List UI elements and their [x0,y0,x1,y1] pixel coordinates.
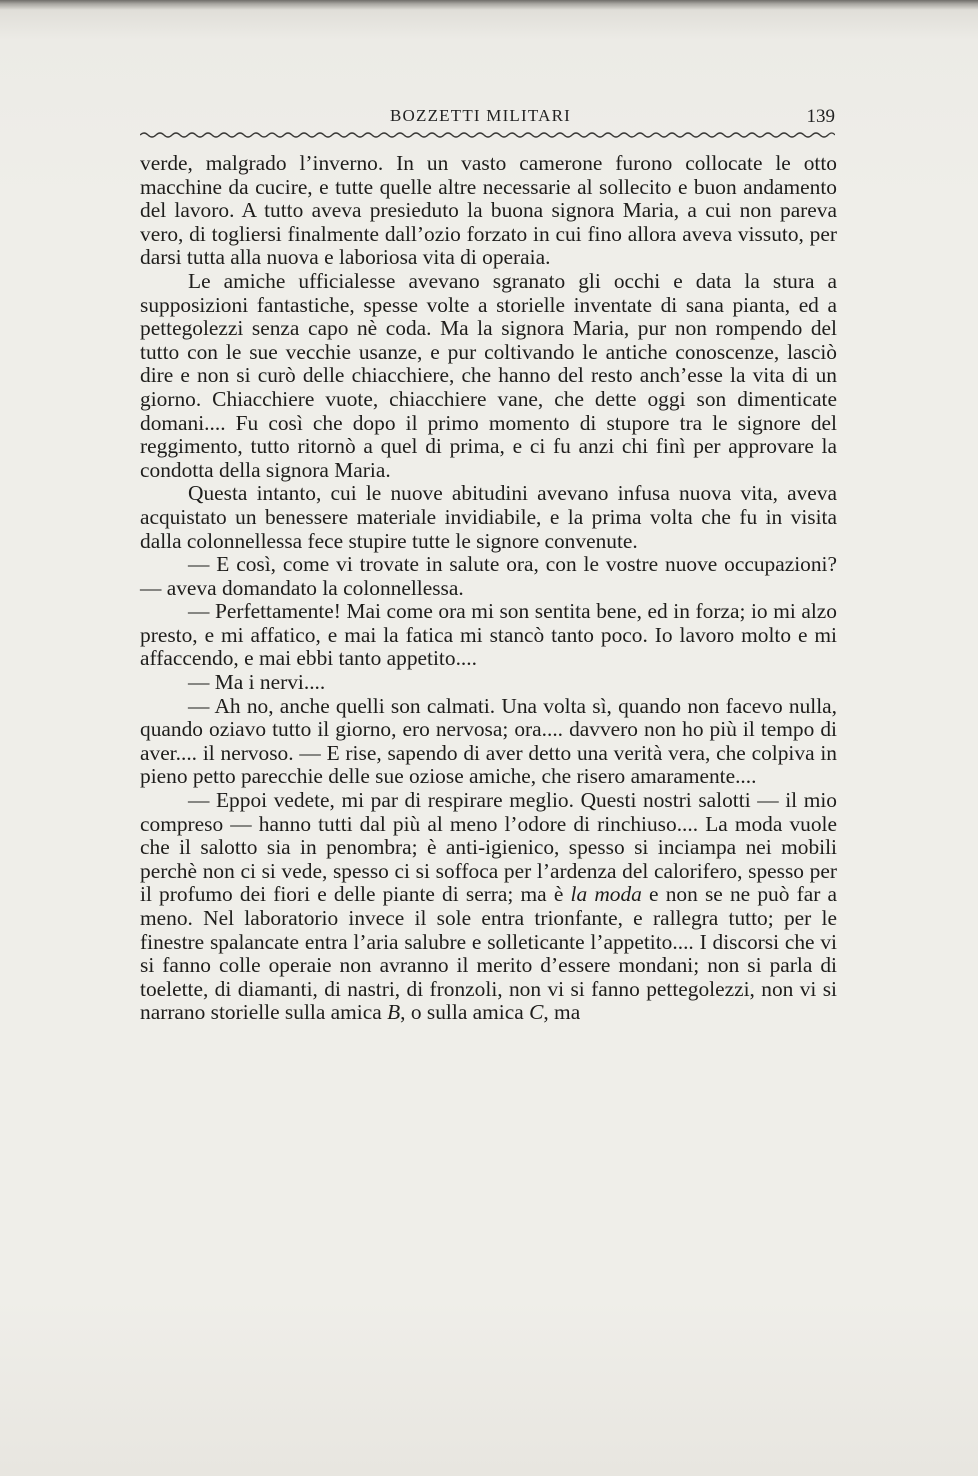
paragraph-6: — Ma i nervi.... [188,670,326,695]
italic-la-moda: la moda [570,882,642,907]
decorative-wavy-rule [140,131,835,139]
paragraph-7: — Ah no, anche quelli son calmati. Una volta sì, quando non facevo nulla, quando oziavo tutto il giorno, ero nervosa; ora.... davvero non ho più il tempo di aver.... il nervoso. — E rise, sapendo di aver detto una verità vera, che colpiva in pieno petto parecchie delle sue oziose amiche, che risero amaramente.... [140,693,837,789]
paragraph-8 [140,789,837,1025]
scan-top-edge [0,0,978,10]
paragraph-1: verde, malgrado l’inverno. In un vasto camerone furono collocate le otto macchine da cucire, e tutte quelle altre necessarie al sollecito e buon andamento del lavoro. A tutto aveva presieduto la buona signora Maria, a cui non pareva vero, di togliersi finalmente dall’ozio forzato in cui fino allora aveva vissuto, per darsi tutta alla nuova e laboriosa vita di operaia. [140,151,837,270]
paragraph-4: — E così, come vi trovate in salute ora, con le vostre nuove occupazioni? — aveva domandato la colonnellessa. [140,552,837,600]
paragraph-8-part-a: — Eppoi vedete, mi par di respirare meglio. Questi nostri salotti — il mio compreso — hanno tutti dal più al meno l’odore di rinchiuso.... La moda vuole che il salotto sia in penombra; è anti-igienico, spesso si inciampa nei mobili perchè non ci si vede, spesso ci si soffoca per l’ardenza del calorifero, spesso per il profumo dei fiori e delle piante di serra; ma è [140,788,837,907]
paragraph-3: Questa intanto, cui le nuove abitudini avevano infusa nuova vita, aveva acquistato un benessere materiale invidiabile, e la prima volta che fu in visita dalla colonnellessa fece stupire tutte le signore convenute. [140,481,837,553]
paragraph-8-part-d: , ma [543,1000,581,1025]
running-title: BOZZETTI MILITARI [390,106,571,125]
paragraph-5: — Perfettamente! Mai come ora mi son sentita bene, ed in forza; io mi alzo presto, e mi affatico, e mai la fatica mi stancò tanto poco. Io lavoro molto e mi affaccendo, e mai ebbi tanto appetito.... [140,599,837,671]
paragraph-8-part-b: e non se ne può far a meno. Nel laboratorio invece il sole entra trionfante, e rallegra tutto; per le finestre spalancate entra l’aria salubre e solleticante l’appetito.... I discorsi che vi si fanno colle operaie non avranno il merito d’essere mondani; non si parla di toelette, di diamanti, di nastri, di fronzoli, non vi si fanno pettegolezzi, non vi si narrano storielle sulla amica [140,882,837,1025]
page-number: 139 [806,106,835,127]
italic-amica-b: B [387,1000,401,1025]
body-text [140,152,837,1025]
paragraph-8-part-c: , o sulla amica [400,1000,530,1025]
paragraph-2: Le amiche ufficialesse avevano sgranato gli occhi e data la stura a supposizioni fantastiche, spesse volte a storielle inventate di sana pianta, ed a pettegolezzi senza capo nè coda. Ma la signora Maria, pur non rompendo del tutto con le sue vecchie usanze, e pur coltivando le antiche conoscenze, lasciò dire e non si curò delle chiacchiere, che hanno del resto anch’esse la vita di un giorno. Chiacchiere vuote, chiacchiere vane, che dette oggi son dimenticate domani.... Fu così che dopo il primo momento di stupore tra le signore del reggimento, tutto ritornò a quel di prima, e ci fu anzi chi finì per approvare la condotta della signora Maria. [140,268,837,482]
italic-amica-c: C [529,1000,544,1025]
